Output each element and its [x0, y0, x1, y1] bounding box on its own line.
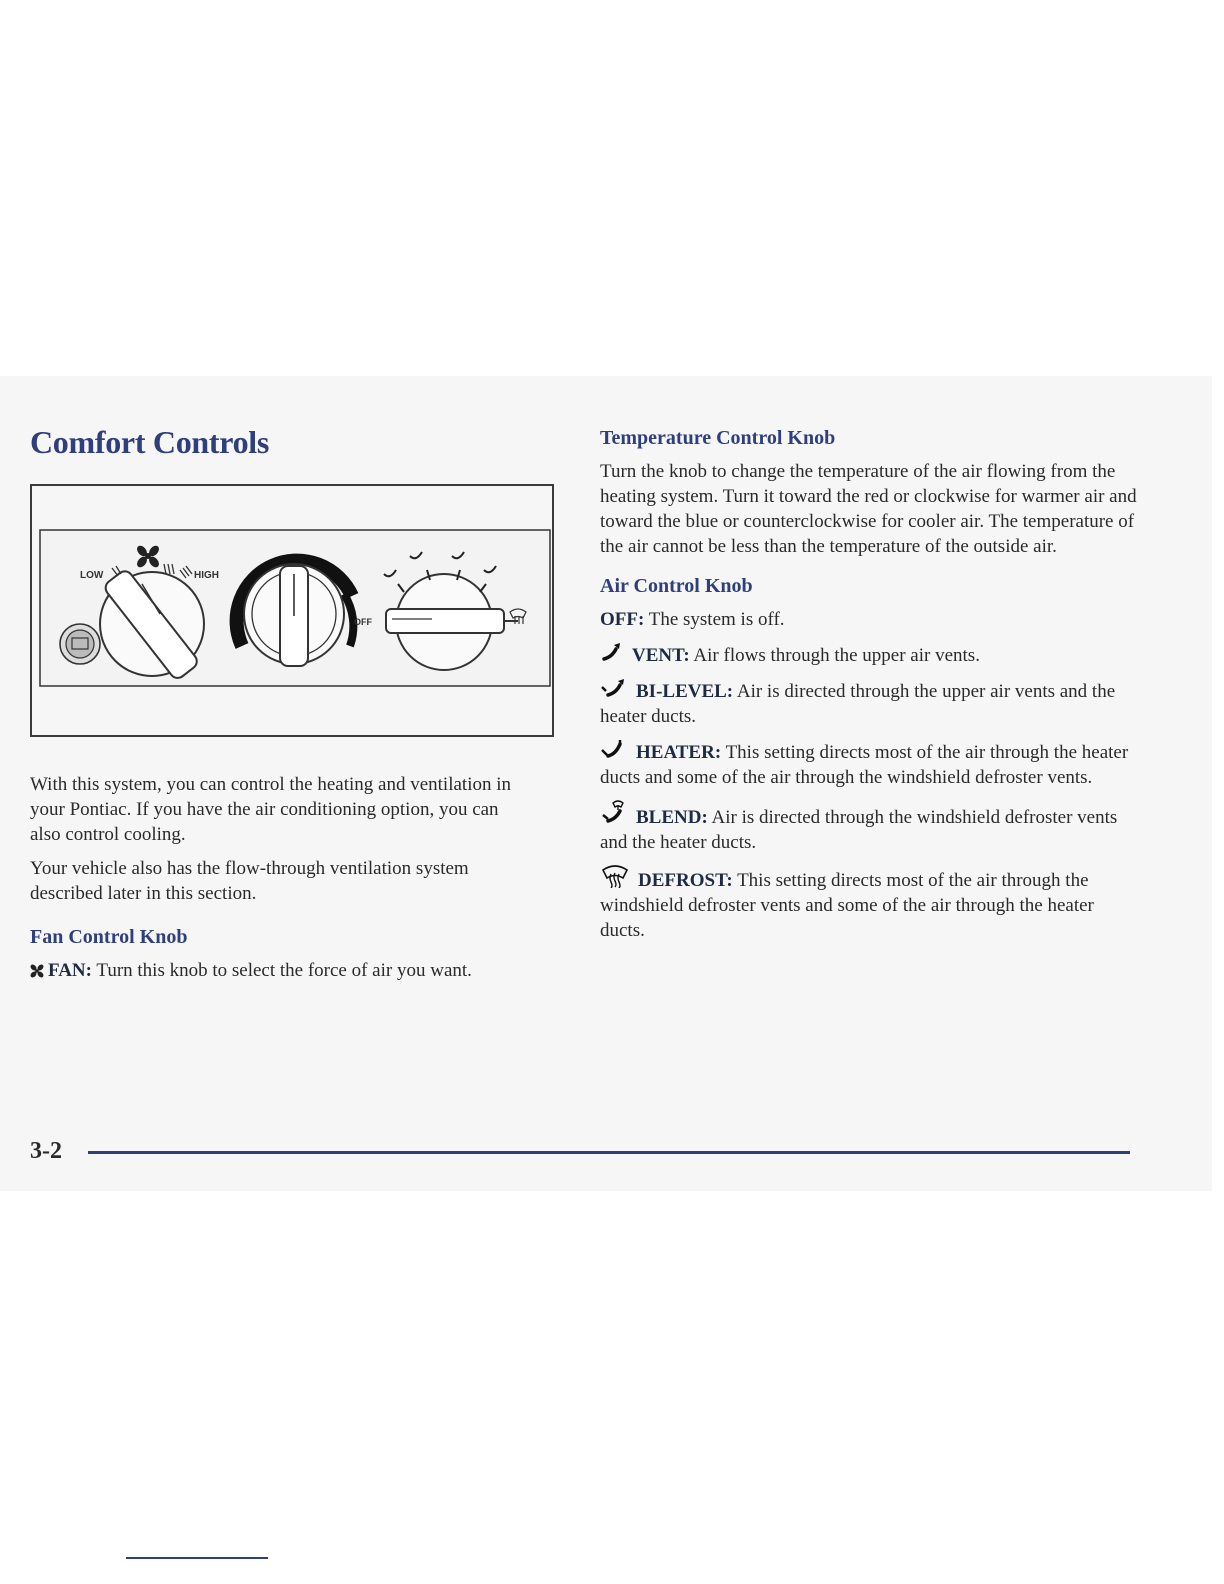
fan-icon: [30, 964, 44, 978]
mode-defrost-term: DEFROST:: [638, 870, 733, 891]
vent-icon: [600, 641, 624, 663]
air-control-heading: Air Control Knob: [600, 575, 753, 597]
right-column: [600, 425, 1140, 952]
temperature-description: Turn the knob to change the temperature of the air flowing from the heating system. Turn it toward the red or clockwise for warmer air and toward the blue or counterclockwise for cooler air. The temperature of the air cannot be less than the temperature of the outside air.: [600, 461, 1137, 557]
intro-section: [30, 772, 530, 992]
page-number: 3-2: [30, 1138, 62, 1164]
temperature-control-heading: Temperature Control Knob: [600, 427, 836, 449]
mode-off: [600, 607, 1140, 632]
intro-paragraph: Your vehicle also has the flow-through ventilation system described later in this section.: [30, 858, 469, 904]
mode-defrost: [600, 864, 1140, 943]
mode-bi-level-term: BI-LEVEL:: [636, 681, 734, 702]
mode-blend-text: Air is directed through the windshield defroster vents and the heater ducts.: [600, 807, 1118, 853]
fan-high-label: HIGH: [194, 570, 219, 581]
blend-icon: [600, 799, 628, 825]
footer-rule: [88, 1151, 1130, 1154]
intro-paragraph: With this system, you can control the heating and ventilation in your Pontiac. If you have the air conditioning option, you can also control cooling.: [30, 774, 512, 845]
fan-text: Turn this knob to select the force of air you want.: [91, 960, 472, 981]
mode-off-term: OFF:: [600, 609, 645, 630]
fan-term: FAN:: [48, 960, 92, 981]
control-panel-illustration: [32, 486, 552, 735]
mode-vent: [600, 641, 1140, 668]
mode-bi-level-text: Air is directed through the upper air vents and the heater ducts.: [600, 681, 1116, 727]
mode-vent-text: Air flows through the upper air vents.: [689, 645, 980, 666]
bi-level-icon: [600, 677, 628, 699]
mode-heater-term: HEATER:: [636, 742, 722, 763]
air-off-label: OFF: [354, 617, 372, 627]
heater-icon: [600, 738, 628, 760]
fan-description: [30, 958, 530, 983]
fan-low-label: LOW: [80, 570, 104, 581]
control-panel-figure: [30, 484, 554, 737]
mode-defrost-text: This setting directs most of the air through the windshield defroster vents and some of the air through the heater ducts.: [600, 870, 1094, 941]
mode-bi-level: [600, 677, 1140, 729]
mode-blend-term: BLEND:: [636, 807, 708, 828]
fan-control-heading: Fan Control Knob: [30, 926, 188, 948]
page-title: Comfort Controls: [30, 424, 270, 460]
mode-heater: [600, 738, 1140, 790]
mode-off-text: The system is off.: [644, 609, 785, 630]
stray-rule: [126, 1557, 268, 1559]
mode-vent-term: VENT:: [632, 645, 690, 666]
rear-defog-button: [60, 624, 100, 664]
mode-blend: [600, 799, 1140, 855]
mode-heater-text: This setting directs most of the air through the heater ducts and some of the air through the windshield defroster vents.: [600, 742, 1129, 788]
defrost-icon: [600, 864, 630, 888]
